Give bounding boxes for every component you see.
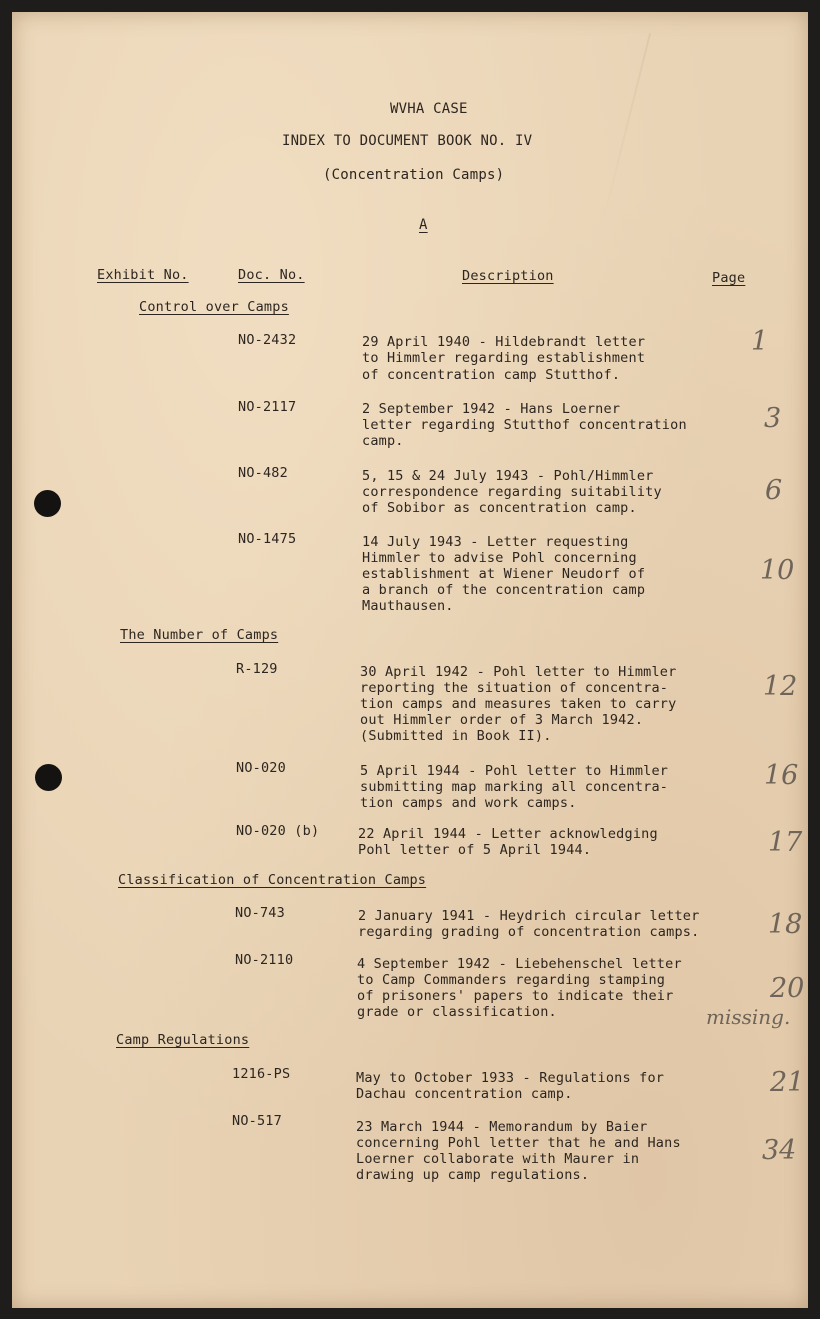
- punch-hole: [35, 764, 62, 791]
- description-line: of concentration camp Stutthof.: [362, 367, 621, 383]
- description-line: establishment at Wiener Neudorf of: [362, 566, 646, 582]
- description-line: reporting the situation of concentra-: [360, 680, 669, 696]
- description-line: 14 July 1943 - Letter requesting: [362, 534, 629, 550]
- doc-number: NO-020: [236, 760, 286, 776]
- doc-number: NO-517: [232, 1113, 282, 1129]
- description-line: 5 April 1944 - Pohl letter to Himmler: [360, 763, 669, 779]
- doc-number: NO-2110: [235, 952, 294, 968]
- description-line: camp.: [362, 433, 404, 449]
- handwritten-page-number: 1: [751, 326, 769, 357]
- description-line: concerning Pohl letter that he and Hans: [356, 1135, 681, 1151]
- handwritten-page-number: 10: [760, 555, 795, 586]
- section-heading: Camp Regulations: [116, 1032, 250, 1048]
- description-line: of prisoners' papers to indicate their: [357, 988, 674, 1004]
- description-line: grade or classification.: [357, 1004, 557, 1020]
- section-heading: Control over Camps: [139, 299, 289, 315]
- doc-number: NO-020 (b): [236, 823, 320, 839]
- description-line: correspondence regarding suitability: [362, 484, 662, 500]
- index-subtitle: (Concentration Camps): [323, 167, 505, 183]
- column-header-exhibit-no: Exhibit No.: [97, 267, 189, 283]
- description-line: 29 April 1940 - Hildebrandt letter: [362, 334, 646, 350]
- description-line: 22 April 1944 - Letter acknowledging: [358, 826, 658, 842]
- description-line: 5, 15 & 24 July 1943 - Pohl/Himmler: [362, 468, 654, 484]
- description-line: to Himmler regarding establishment: [362, 350, 646, 366]
- doc-number: NO-1475: [238, 531, 297, 547]
- column-header-description: Description: [462, 268, 554, 284]
- doc-number: 1216-PS: [232, 1066, 291, 1082]
- handwritten-page-number: 12: [763, 671, 798, 702]
- description-line: Loerner collaborate with Maurer in: [356, 1151, 640, 1167]
- section-heading: The Number of Camps: [120, 627, 279, 643]
- document-page: [12, 12, 808, 1308]
- description-line: to Camp Commanders regarding stamping: [357, 972, 666, 988]
- index-title: INDEX TO DOCUMENT BOOK NO. IV: [282, 133, 533, 149]
- column-header-doc-no: Doc. No.: [238, 267, 305, 283]
- description-line: 23 March 1944 - Memorandum by Baier: [356, 1119, 648, 1135]
- section-heading: Classification of Concentration Camps: [118, 872, 427, 888]
- handwritten-page-number: 16: [764, 760, 799, 791]
- doc-number: NO-2432: [238, 332, 297, 348]
- description-line: 2 January 1941 - Heydrich circular letter: [358, 908, 700, 924]
- description-line: (Submitted in Book II).: [360, 728, 552, 744]
- description-line: a branch of the concentration camp: [362, 582, 646, 598]
- case-title: WVHA CASE: [390, 101, 468, 117]
- punch-hole: [34, 490, 61, 517]
- description-line: 2 September 1942 - Hans Loerner: [362, 401, 621, 417]
- description-line: tion camps and measures taken to carry: [360, 696, 677, 712]
- description-line: of Sobibor as concentration camp.: [362, 500, 637, 516]
- description-line: regarding grading of concentration camps.: [358, 924, 700, 940]
- description-line: out Himmler order of 3 March 1942.: [360, 712, 644, 728]
- description-line: 30 April 1942 - Pohl letter to Himmler: [360, 664, 677, 680]
- handwritten-page-number: 21: [770, 1067, 805, 1098]
- handwritten-page-number: 20: [770, 973, 805, 1004]
- doc-number: NO-743: [235, 905, 285, 921]
- description-line: Mauthausen.: [362, 598, 454, 614]
- doc-number: R-129: [236, 661, 278, 677]
- handwritten-page-number: 17: [768, 827, 803, 858]
- handwritten-page-number: 18: [768, 909, 803, 940]
- description-line: submitting map marking all concentra-: [360, 779, 669, 795]
- section-letter: A: [419, 217, 428, 233]
- description-line: Dachau concentration camp.: [356, 1086, 573, 1102]
- column-header-page: Page: [712, 270, 746, 286]
- doc-number: NO-2117: [238, 399, 297, 415]
- description-line: May to October 1933 - Regulations for: [356, 1070, 665, 1086]
- description-line: drawing up camp regulations.: [356, 1167, 590, 1183]
- handwritten-page-number: 34: [762, 1135, 797, 1166]
- doc-number: NO-482: [238, 465, 288, 481]
- handwritten-note: missing.: [706, 1005, 791, 1029]
- description-line: 4 September 1942 - Liebehenschel letter: [357, 956, 682, 972]
- handwritten-page-number: 6: [765, 475, 783, 506]
- handwritten-page-number: 3: [764, 403, 782, 434]
- description-line: tion camps and work camps.: [360, 795, 577, 811]
- description-line: letter regarding Stutthof concentration: [362, 417, 687, 433]
- description-line: Himmler to advise Pohl concerning: [362, 550, 637, 566]
- description-line: Pohl letter of 5 April 1944.: [358, 842, 592, 858]
